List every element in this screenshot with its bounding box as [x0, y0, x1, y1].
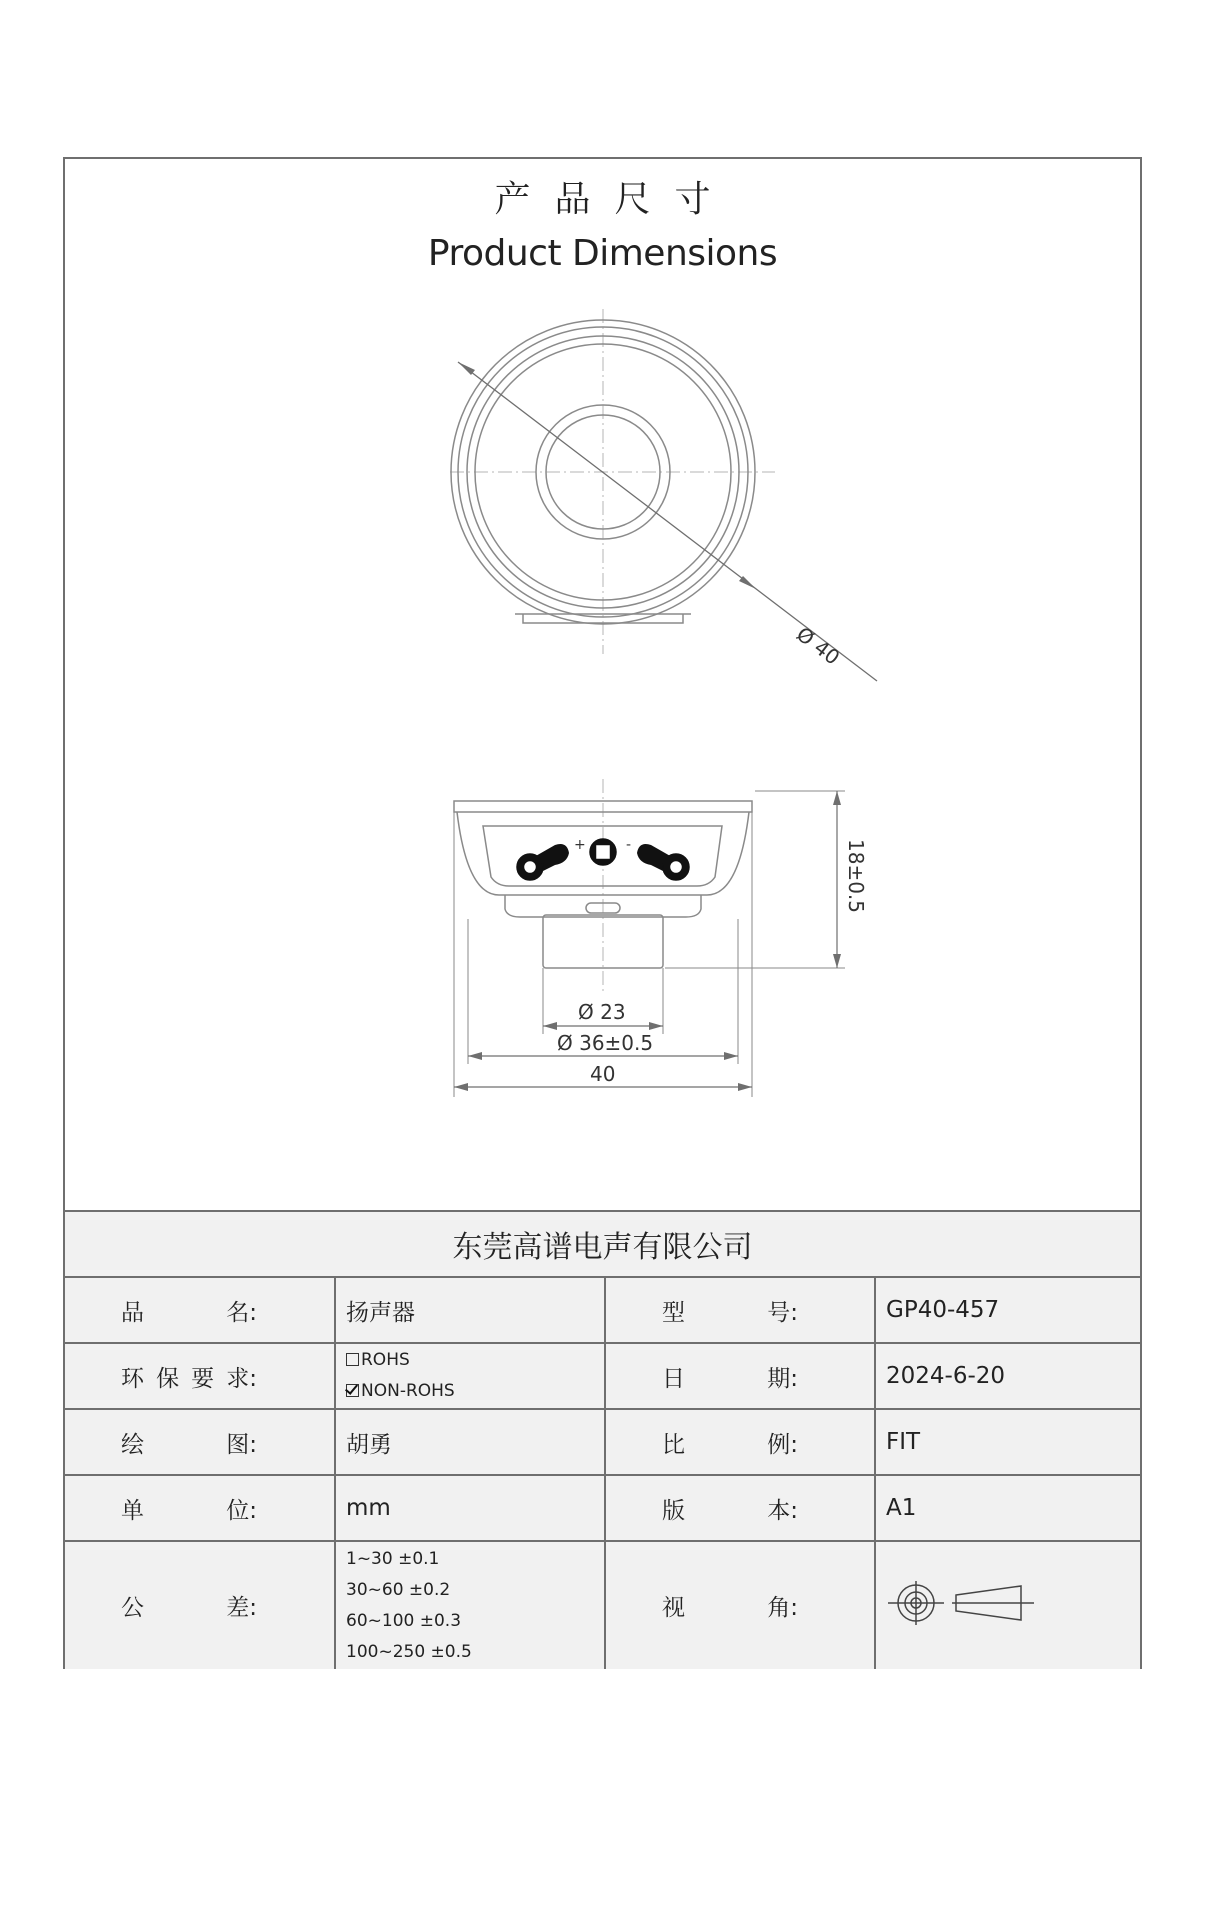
row-product — [65, 1277, 1140, 1343]
drawer-value: 胡勇 — [335, 1409, 605, 1475]
tolerance-item: 1~30 ±0.1 — [346, 1548, 440, 1569]
front-diameter-label: Ø 40 — [791, 621, 845, 670]
env-option-non-rohs: NON-ROHS — [346, 1376, 604, 1407]
tolerance-item: 100~250 ±0.5 — [346, 1641, 472, 1662]
magnet-diameter-label: Ø 23 — [578, 1000, 626, 1024]
unit-label: 单 位: — [65, 1475, 335, 1541]
terminal-lugs — [517, 839, 689, 880]
drawing-frame — [63, 157, 1142, 1669]
scale-label: 比 例: — [605, 1409, 875, 1475]
title-chinese: 产品尺寸 — [494, 179, 735, 220]
title-block-table — [65, 1276, 1140, 1669]
product-name-value: 扬声器 — [335, 1277, 605, 1343]
terminal-plus-label: + — [574, 837, 586, 853]
overall-width-label: 40 — [590, 1062, 616, 1086]
row-unit — [65, 1475, 1140, 1541]
date-label: 日 期: — [605, 1343, 875, 1409]
rohs-checkbox[interactable] — [346, 1353, 359, 1366]
tolerance-item: 30~60 ±0.2 — [346, 1579, 451, 1600]
view-label: 视 角: — [605, 1541, 875, 1669]
row-drawer — [65, 1409, 1140, 1475]
speaker-drawing — [65, 159, 1140, 1210]
row-environment — [65, 1343, 1140, 1409]
terminal-minus-label: - — [626, 837, 632, 853]
env-label: 环 保 要 求: — [65, 1343, 335, 1409]
env-options — [335, 1343, 605, 1409]
non-rohs-checkbox[interactable] — [346, 1384, 359, 1397]
frame-diameter-label: Ø 36±0.5 — [557, 1031, 654, 1055]
version-label: 版 本: — [605, 1475, 875, 1541]
scale-value: FIT — [875, 1409, 1140, 1475]
unit-value: mm — [335, 1475, 605, 1541]
model-label: 型 号: — [605, 1277, 875, 1343]
env-option-rohs: ROHS — [346, 1345, 604, 1376]
drawer-label: 绘 图: — [65, 1409, 335, 1475]
view-value — [875, 1541, 1140, 1669]
front-view — [450, 309, 877, 681]
height-label: 18±0.5 — [844, 839, 868, 914]
product-name-label: 品 名: — [65, 1277, 335, 1343]
title-english: Product Dimensions — [427, 233, 778, 274]
row-tolerance — [65, 1541, 1140, 1669]
date-value: 2024-6-20 — [875, 1343, 1140, 1409]
model-value: GP40-457 — [875, 1277, 1140, 1343]
tolerance-item: 60~100 ±0.3 — [346, 1610, 462, 1631]
third-angle-projection-icon — [886, 1578, 1036, 1628]
tolerance-label: 公 差: — [65, 1541, 335, 1669]
company-name: 东莞高谱电声有限公司 — [65, 1210, 1140, 1276]
version-value: A1 — [875, 1475, 1140, 1541]
tolerance-values — [335, 1541, 605, 1669]
